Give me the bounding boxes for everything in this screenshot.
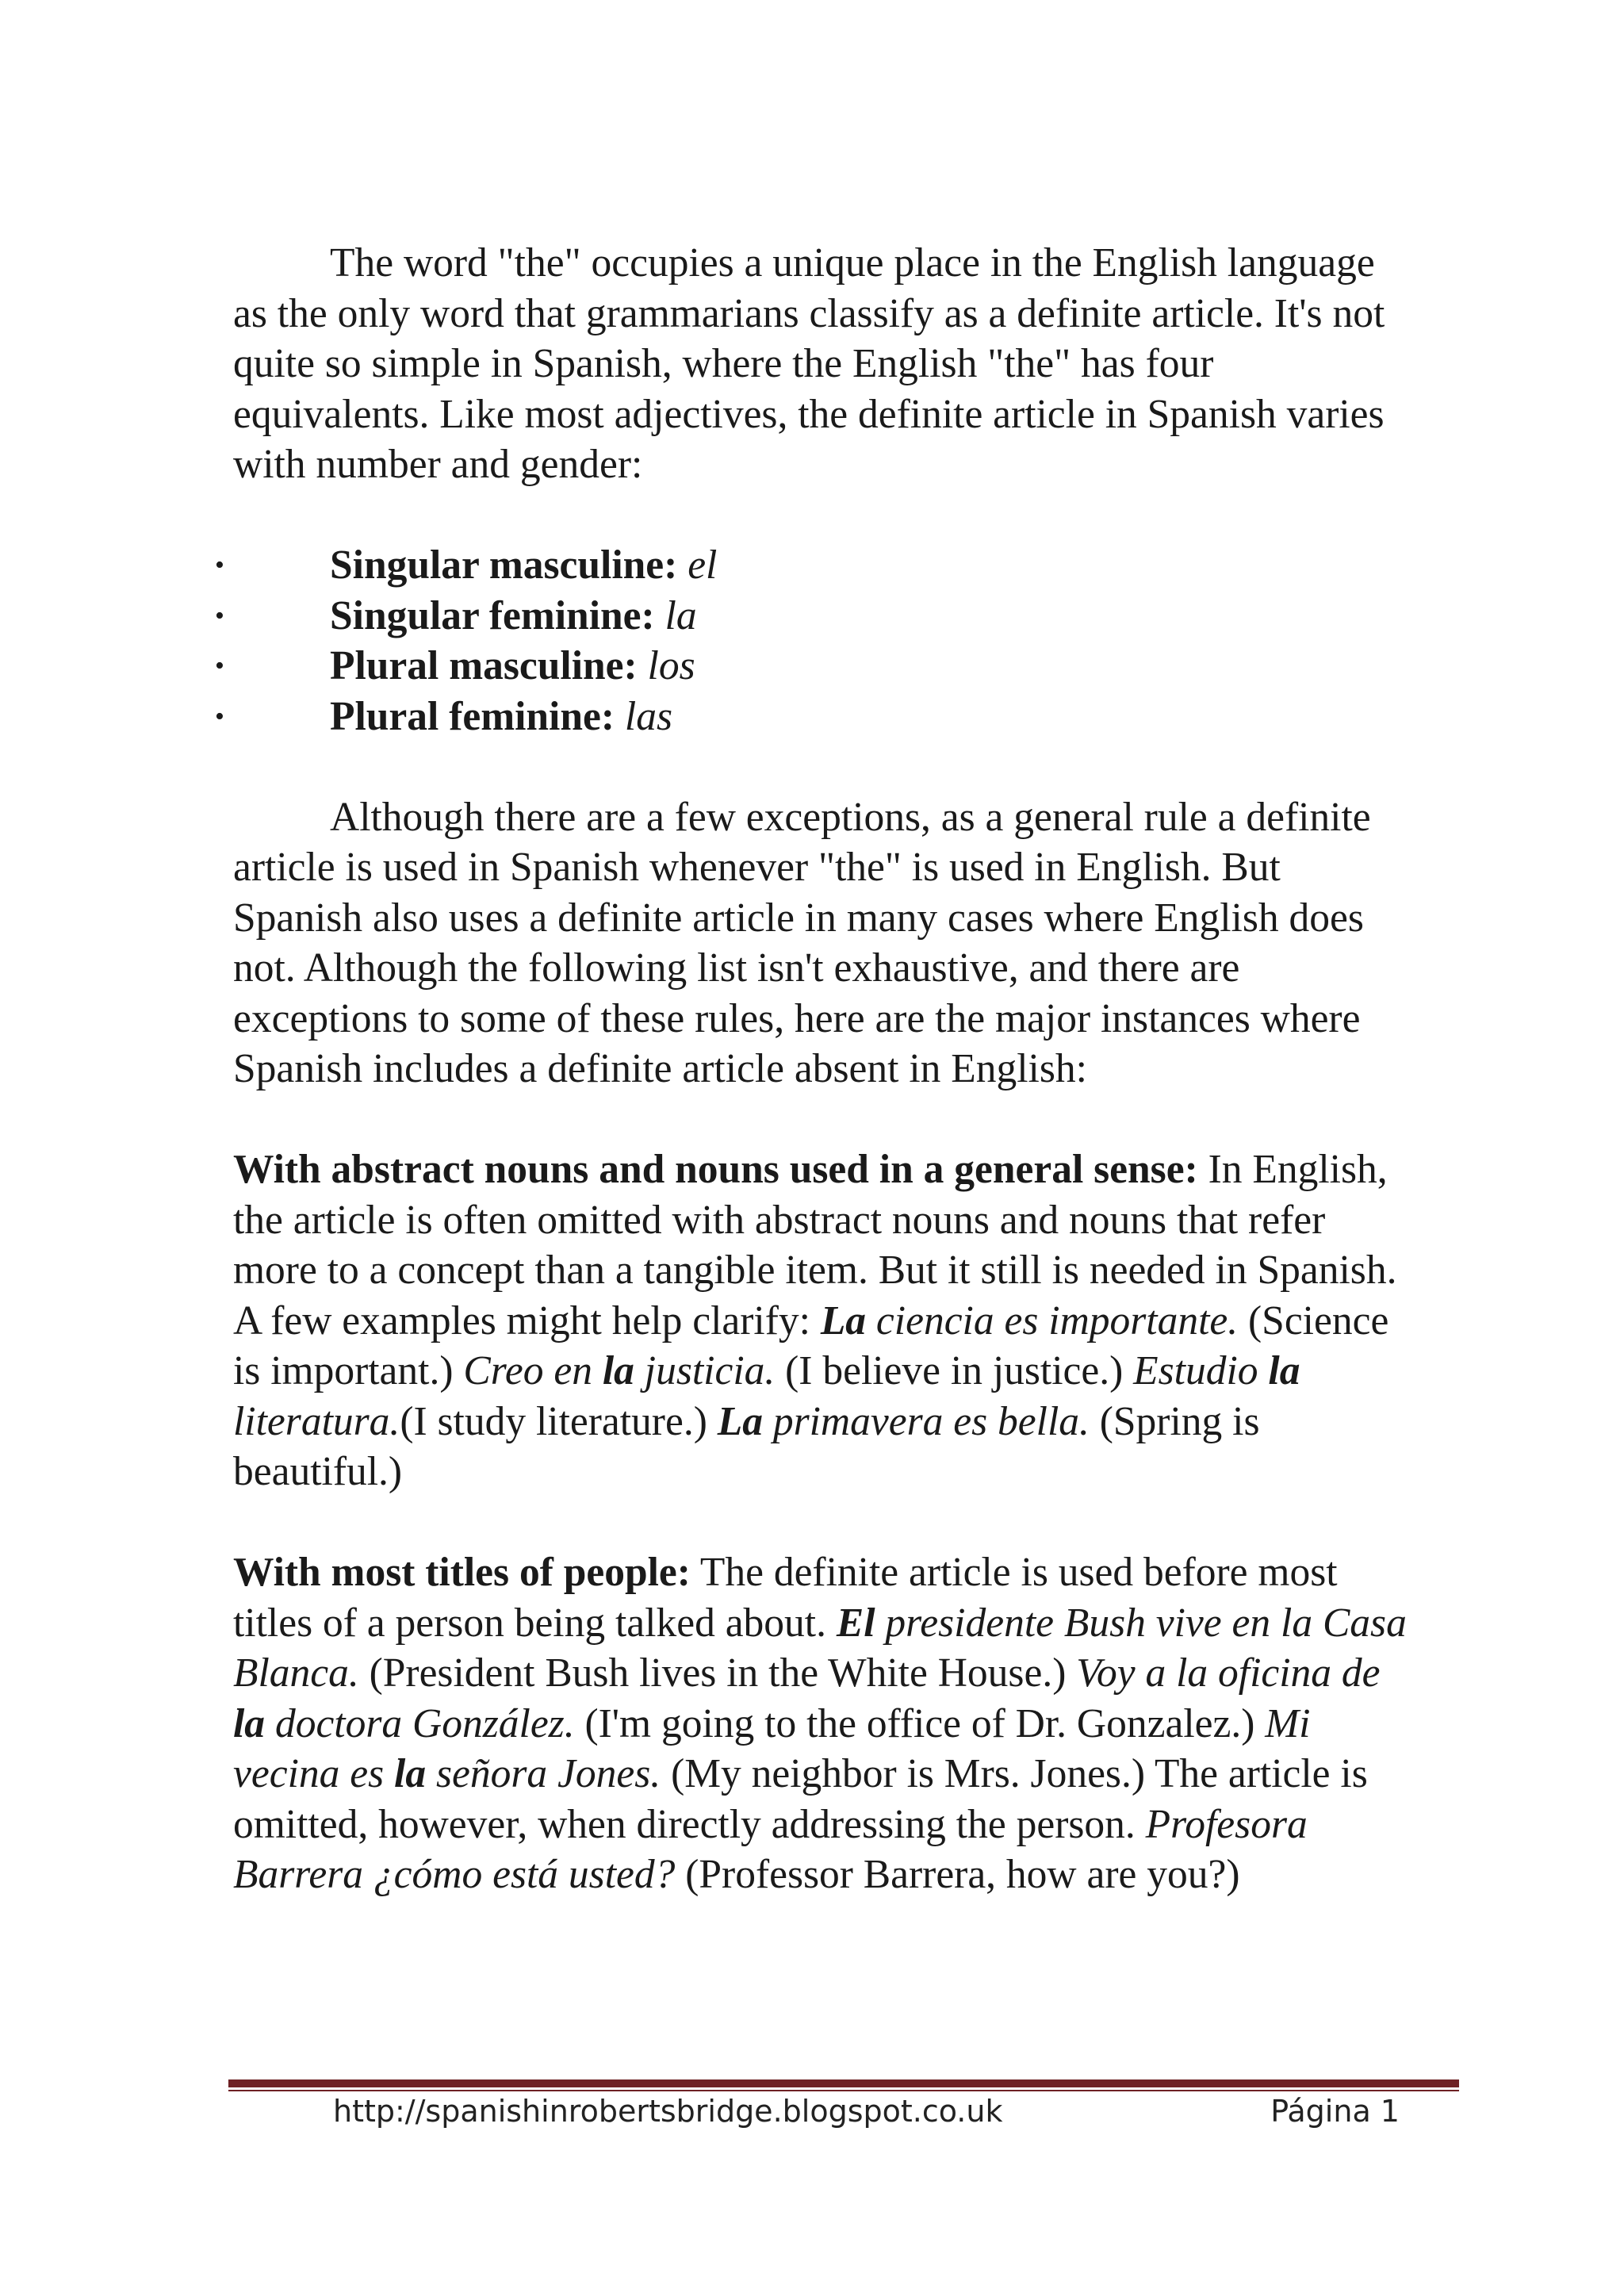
titles-section: With most titles of people: The definite article is used before most titles of a person being talked about. El presidente Bush vive en la Casa Blanca. (President Bush lives in the White House.) Voy a la oficina de la doctora González. (I'm going to the office of Dr. Gonzalez.) Mi vecina es la señora Jones. (My neighbor is Mrs. Jones.) The article is omitted, however, when directly addressing the person. Profesora Barrera ¿cómo está usted? (Professor Barrera, how are you?): [233, 1550, 1407, 1897]
example-translation: (I'm going to the office of Dr. Gonzalez.): [574, 1700, 1266, 1746]
list-item: [215, 692, 1407, 742]
example-sentence: El presidente Bush vive en la Casa Blanca.: [233, 1600, 1407, 1696]
example-sentence: Voy a la oficina de la doctora González.: [233, 1650, 1381, 1746]
example-sentence: Estudio la literatura.: [233, 1348, 1300, 1444]
list-item: [215, 591, 1407, 642]
example-sentence: Creo en la justicia.: [463, 1348, 776, 1393]
example-translation: (Professor Barrera, how are you?): [675, 1852, 1240, 1897]
article-value: las: [624, 693, 673, 739]
example-translation: (I study literature.): [400, 1398, 718, 1444]
spacer: [233, 490, 1407, 541]
page-number: Página 1: [1270, 2094, 1400, 2129]
example-translation: (Science is important.): [233, 1297, 1389, 1393]
section-heading: With abstract nouns and nouns used in a general sense:: [233, 1147, 1198, 1192]
article-label: Plural feminine:: [330, 693, 615, 739]
example-sentence: Mi vecina es la señora Jones.: [233, 1700, 1311, 1796]
article-value: los: [647, 643, 695, 688]
bullet-icon: •: [215, 651, 224, 680]
bullet-icon: •: [215, 550, 224, 580]
rules-paragraph: Although there are a few exceptions, as a general rule a definite article is used in Spanish whenever "the" is used in English. But Spanish also uses a definite article in many cases where English does not. Although the following list isn't exhaustive, and there are exceptions to some of these rules, here are the major instances where Spanish includes a definite article absent in English:: [233, 794, 1371, 1091]
example-sentence: Profesora Barrera ¿cómo está usted?: [233, 1801, 1308, 1897]
article-label: Singular feminine:: [330, 592, 655, 638]
example-translation: (I believe in justice.): [775, 1348, 1134, 1393]
list-item: [215, 540, 1407, 591]
abstract-nouns-section: With abstract nouns and nouns used in a general sense: In English, the article is often omitted with abstract nouns and nouns that refer more to a concept than a tangible item. But it still is needed in Spanish. A few examples might help clarify: La ciencia es importante. (Science is important.) Creo en la justicia. (I believe in justice.) Estudio la literatura.(I study literature.) La primavera es bella. (Spring is beautiful.): [233, 1147, 1397, 1494]
bullet-icon: •: [215, 701, 224, 731]
example-translation: (My neighbor is Mrs. Jones.) The article is omitted, however, when directly addressing the person.: [233, 1751, 1368, 1847]
spacer: [233, 1497, 1407, 1548]
footer-url: http://spanishinrobertsbridge.blogspot.co.uk: [333, 2094, 1003, 2129]
intro-paragraph: The word "the" occupies a unique place in the English language as the only word that grammarians classify as a definite article. It's not quite so simple in Spanish, where the English "the" has four equivalents. Like most adjectives, the definite article in Spanish varies with number and gender:: [233, 240, 1385, 487]
spacer: [233, 1094, 1407, 1145]
article-list: [215, 540, 1407, 742]
article-label: Plural masculine:: [330, 643, 638, 688]
article-label: Singular masculine:: [330, 542, 678, 588]
example-translation: (President Bush lives in the White House.): [358, 1650, 1077, 1696]
bullet-icon: •: [215, 600, 224, 631]
article-value: la: [665, 592, 697, 638]
footer-divider: [228, 2079, 1459, 2091]
section-heading: With most titles of people:: [233, 1550, 691, 1595]
document-body: [215, 238, 1407, 1900]
example-sentence: La ciencia es importante.: [820, 1297, 1239, 1343]
example-sentence: La primavera es bella.: [717, 1398, 1090, 1444]
list-item: [215, 641, 1407, 692]
example-translation: (Spring is beautiful.): [233, 1398, 1260, 1494]
spacer: [233, 742, 1407, 792]
article-value: el: [688, 542, 718, 588]
